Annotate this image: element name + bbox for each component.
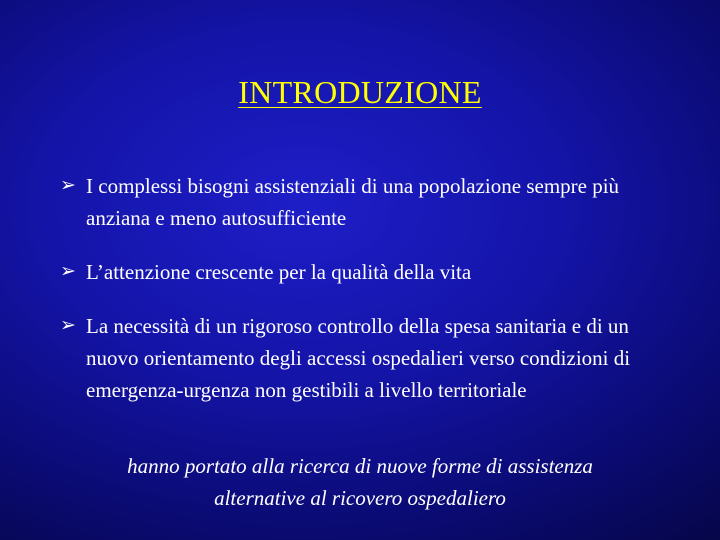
bullet-item <box>60 170 670 234</box>
arrow-bullet-icon: ➢ <box>60 175 76 196</box>
conclusion-line-2: alternative al ricovero ospedaliero <box>214 486 506 510</box>
bullet-item <box>60 256 670 288</box>
bullet-list <box>60 170 670 428</box>
slide-title: INTRODUZIONE <box>238 74 482 110</box>
bullet-text: La necessità di un rigoroso controllo della spesa sanitaria e di un nuovo orientamento degli accessi ospedalieri verso condizioni di emergenza-urgenza non gestibili a livello territoriale <box>86 314 631 402</box>
bullet-text: L’attenzione crescente per la qualità della vita <box>86 260 472 284</box>
bullet-item <box>60 310 670 406</box>
conclusion-text <box>0 450 720 514</box>
arrow-bullet-icon: ➢ <box>60 315 76 336</box>
conclusion-line-1: hanno portato alla ricerca di nuove forme di assistenza <box>127 454 593 478</box>
arrow-bullet-icon: ➢ <box>60 261 76 282</box>
bullet-text: I complessi bisogni assistenziali di una popolazione sempre più anziana e meno autosufficiente <box>86 174 620 230</box>
